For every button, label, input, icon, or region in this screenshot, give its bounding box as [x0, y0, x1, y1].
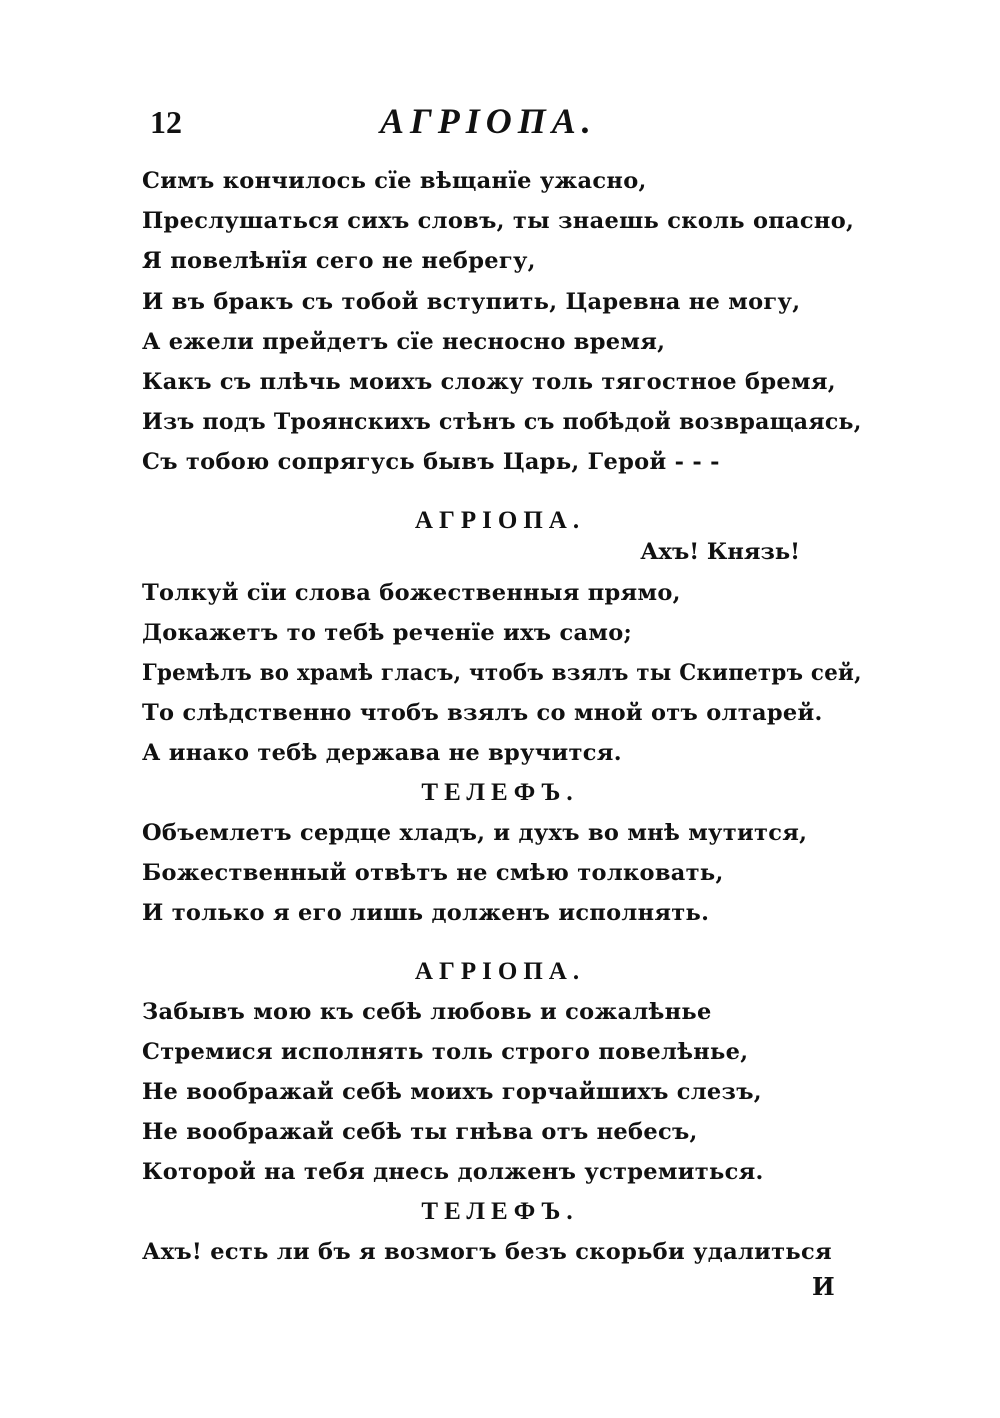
verse-line: А инако тебѣ держава не вручится.	[142, 740, 622, 766]
verse-line: Какъ съ плѣчь моихъ сложу толь тягостное бремя,	[142, 369, 836, 395]
speaker-name: АГРІОПА.	[414, 958, 586, 985]
verse-line: Объемлетъ сердце хладъ, и духъ во мнѣ мутится,	[142, 820, 808, 846]
page-header	[0, 100, 1000, 150]
verse-line: То слѣдственно чтобъ взялъ со мной отъ олтарей.	[142, 700, 823, 726]
speaker-name: АГРІОПА.	[414, 507, 586, 534]
verse-line: Стремися исполнять толь строго повелѣнье,	[142, 1039, 749, 1065]
verse-line: Толкуй сїи слова божественныя прямо,	[142, 580, 681, 606]
verse-line: Которой на тебя днесь долженъ устремиться.	[142, 1159, 764, 1185]
verse-line: Преслушаться сихъ словъ, ты знаешь сколь опасно,	[142, 208, 855, 234]
verse-line: Ахъ! есть ли бъ я возмогъ безъ скорьби удалиться	[142, 1239, 832, 1265]
verse-line: Я повелѣнїя сего не небрегу,	[142, 248, 536, 274]
catchword: И	[812, 1272, 835, 1301]
verse-line: Забывъ мою къ себѣ любовь и сожалѣнье	[142, 999, 712, 1025]
verse-line: Изъ подъ Троянскихъ стѣнъ съ побѣдой возвращаясь,	[142, 409, 862, 435]
page-number: 12	[150, 104, 182, 140]
verse-line: И въ бракъ съ тобой вступить, Царевна не могу,	[142, 289, 801, 315]
verse-line: Докажетъ то тебѣ реченїе ихъ само;	[142, 620, 633, 646]
verse-line-right: Ахъ! Князь!	[640, 539, 800, 565]
speaker-name: ТЕЛЕФЪ.	[421, 1198, 579, 1225]
running-title: АГРІОПА.	[380, 101, 597, 141]
verse-line: Симъ кончилось сїе вѣщанїе ужасно,	[142, 168, 647, 194]
verse-line: А ежели прейдетъ сїе несносно время,	[142, 329, 666, 355]
verse-line: Не воображай себѣ моихъ горчайшихъ слезъ,	[142, 1079, 762, 1105]
speaker-name: ТЕЛЕФЪ.	[421, 779, 579, 806]
verse-line: Гремѣлъ во храмѣ гласъ, чтобъ взялъ ты Скипетръ сей,	[142, 660, 862, 686]
verse-line: Божественный отвѣтъ не смѣю толковать,	[142, 860, 724, 886]
verse-line: Не воображай себѣ ты гнѣва отъ небесъ,	[142, 1119, 698, 1145]
verse-line: Съ тобою сопрягусь бывъ Царь, Герой - - -	[142, 449, 720, 475]
verse-line: И только я его лишь долженъ исполнять.	[142, 900, 710, 926]
